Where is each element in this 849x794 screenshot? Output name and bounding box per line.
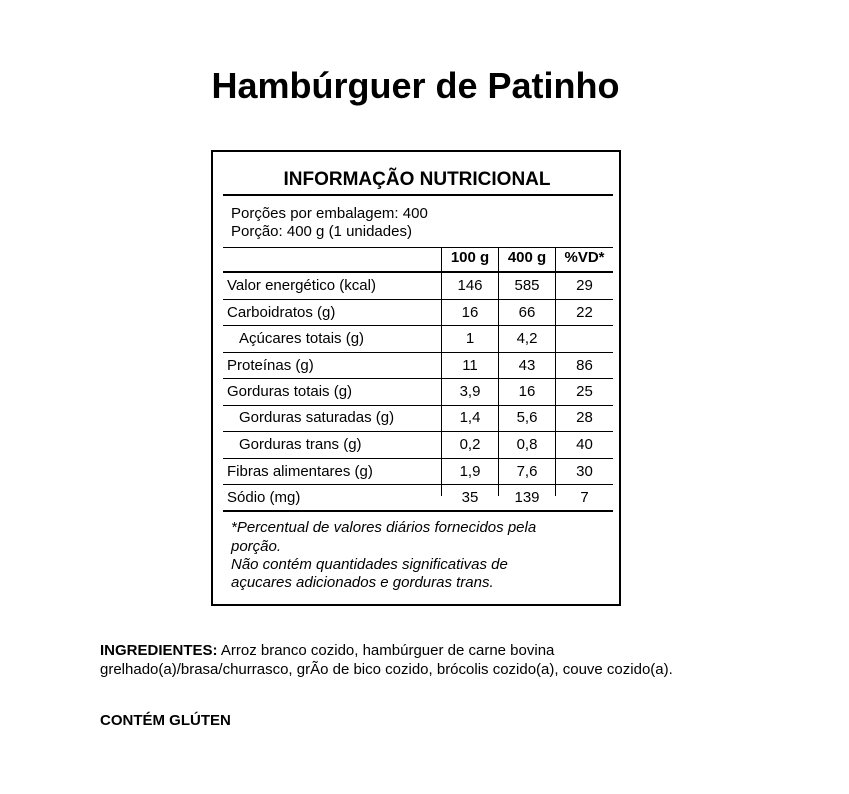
cell-vd: 28 [576, 409, 593, 426]
column-header-vd: %VD* [564, 249, 605, 266]
allergen-warning: CONTÉM GLÚTEN [100, 712, 231, 729]
ingredients-paragraph [100, 642, 700, 679]
cell-per100: 0,2 [459, 436, 481, 453]
footnote-line: Não contém quantidades significativas de [231, 556, 508, 573]
row-label-sodium: Sódio (mg) [227, 489, 301, 506]
product-title: Hambúrguer de Patinho [211, 65, 620, 106]
cell-vd: 30 [576, 463, 593, 480]
cell-vd: 25 [576, 383, 593, 400]
cell-vd: 29 [576, 277, 593, 294]
cell-per100: 1,4 [459, 409, 481, 426]
nutrition-facts-panel [211, 150, 621, 606]
cell-vd: 7 [580, 489, 589, 506]
cell-per400: 16 [518, 383, 536, 400]
row-label-energy: Valor energético (kcal) [227, 277, 376, 294]
column-header-400g: 400 g [507, 249, 547, 266]
row-divider [223, 484, 613, 485]
row-label-dietary-fiber: Fibras alimentares (g) [227, 463, 373, 480]
row-label-total-fat: Gorduras totais (g) [227, 383, 353, 400]
row-divider [223, 352, 613, 353]
row-divider [223, 431, 613, 432]
row-divider [223, 378, 613, 379]
servings-per-package: Porções por embalagem: 400 [231, 205, 428, 222]
row-divider [223, 458, 613, 459]
cell-per400: 585 [514, 277, 540, 294]
row-divider [223, 299, 613, 300]
footnote-line: porção. [231, 538, 282, 555]
cell-per100: 35 [461, 489, 479, 506]
cell-per100: 1,9 [459, 463, 481, 480]
cell-per400: 66 [518, 304, 536, 321]
column-header-100g: 100 g [450, 249, 490, 266]
cell-per100: 3,9 [459, 383, 481, 400]
row-label-saturated-fat: Gorduras saturadas (g) [239, 409, 395, 426]
cell-vd: 40 [576, 436, 593, 453]
row-label-total-sugars: Açúcares totais (g) [239, 330, 365, 347]
ingredients-label: INGREDIENTES: [100, 642, 218, 659]
cell-per400: 0,8 [516, 436, 538, 453]
row-label-trans-fat: Gorduras trans (g) [239, 436, 362, 453]
cell-per400: 43 [518, 357, 536, 374]
row-label-carbohydrates: Carboidratos (g) [227, 304, 336, 321]
cell-per100: 11 [462, 357, 478, 374]
cell-per400: 139 [514, 489, 540, 506]
cell-vd: 22 [576, 304, 593, 321]
cell-per100: 1 [465, 330, 475, 347]
panel-heading: INFORMAÇÃO NUTRICIONAL [283, 169, 551, 190]
row-label-proteins: Proteínas (g) [227, 357, 314, 374]
row-divider [223, 325, 613, 326]
serving-size: Porção: 400 g (1 unidades) [231, 223, 412, 240]
cell-per400: 7,6 [516, 463, 538, 480]
cell-per100: 146 [457, 277, 483, 294]
table-bottom-divider [223, 510, 613, 512]
cell-vd: 86 [576, 357, 593, 374]
ingredients-text: Arroz branco cozido, hambúrguer de carne bovina grelhado(a)/brasa/churrasco, grÃo de bico cozido, brócolis cozido(a), couve cozido(a). [100, 642, 673, 678]
footnote-line: açucares adicionados e gorduras trans. [231, 574, 494, 591]
footnote-line: *Percentual de valores diários fornecidos pela [231, 519, 537, 536]
cell-per400: 4,2 [516, 330, 538, 347]
row-divider [223, 405, 613, 406]
cell-per100: 16 [461, 304, 479, 321]
cell-per400: 5,6 [516, 409, 538, 426]
heading-divider [223, 194, 613, 196]
